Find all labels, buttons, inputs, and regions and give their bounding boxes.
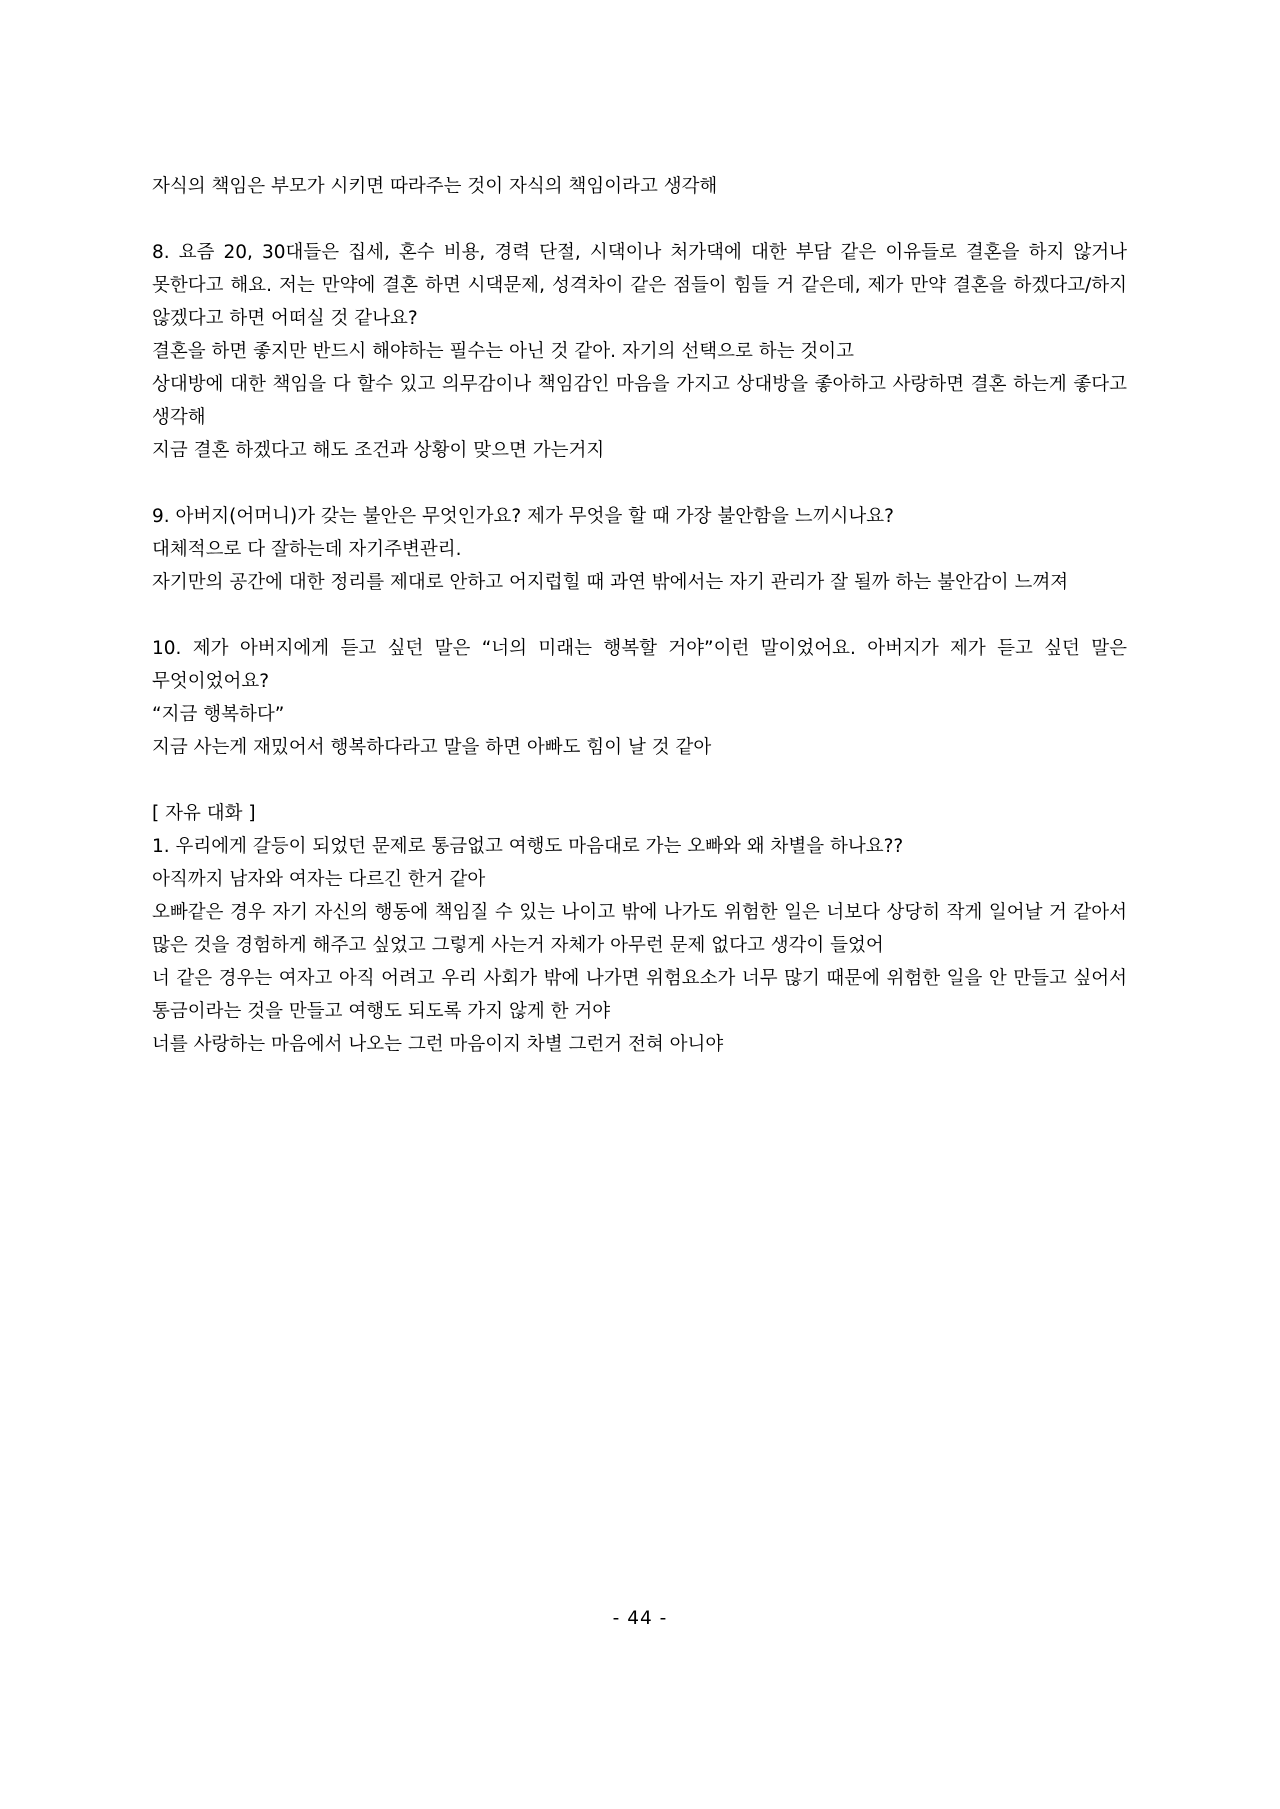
paragraph-free-answer-3: 너 같은 경우는 여자고 아직 어려고 우리 사회가 밖에 나가면 위험요소가 너무 많기 때문에 위험한 일을 안 만들고 싶어서 통금이라는 것을 만들고 여행도 되도록 가지 않게 한 거야 [152, 968, 1127, 1022]
paragraph-q8-answer-1: 결혼을 하면 좋지만 반드시 해야하는 필수는 아닌 것 같아. 자기의 선택으로 하는 것이고 [152, 341, 854, 362]
paragraph-q10-answer-2: 지금 사는게 재밌어서 행복하다라고 말을 하면 아빠도 힘이 날 것 같아 [152, 737, 712, 758]
paragraph-q9-answer-2: 자기만의 공간에 대한 정리를 제대로 안하고 어지럽힐 때 과연 밖에서는 자기 관리가 잘 될까 하는 불안감이 느껴져 [152, 572, 1069, 593]
paragraph-q10-question: 10. 제가 아버지에게 듣고 싶던 말은 “너의 미래는 행복할 거야”이런 말이었어요. 아버지가 제가 듣고 싶던 말은 무엇이었어요? [152, 638, 1127, 692]
paragraph-free-answer-4: 너를 사랑하는 마음에서 나오는 그런 마음이지 차별 그런거 전혀 아니야 [152, 1034, 724, 1055]
page-content [152, 170, 1127, 1061]
heading-free-talk: [ 자유 대화 ] [152, 803, 256, 824]
paragraph-q9-answer-1: 대체적으로 다 잘하는데 자기주변관리. [152, 539, 462, 560]
paragraph-q10-answer-1: “지금 행복하다” [152, 704, 285, 725]
spacer [152, 203, 1127, 236]
paragraph-free-answer-2: 오빠같은 경우 자기 자신의 행동에 책임질 수 있는 나이고 밖에 나가도 위험한 일은 너보다 상당히 작게 일어날 거 같아서 많은 것을 경험하게 해주고 싶었고 그렇게 사는거 자체가 아무런 문제 없다고 생각이 들었어 [152, 902, 1127, 956]
spacer [152, 467, 1127, 500]
paragraph-q8-question: 8. 요즘 20, 30대들은 집세, 혼수 비용, 경력 단절, 시댁이나 처가댁에 대한 부담 같은 이유들로 결혼을 하지 않거나 못한다고 해요. 저는 만약에 결혼 하면 시댁문제, 성격차이 같은 점들이 힘들 거 같은데, 제가 만약 결혼을 하겠다고/하지 않겠다고 하면 어떠실 것 같나요? [152, 242, 1127, 329]
paragraph-q8-answer-2: 상대방에 대한 책임을 다 할수 있고 의무감이나 책임감인 마음을 가지고 상대방을 좋아하고 사랑하면 결혼 하는게 좋다고 생각해 [152, 374, 1127, 428]
spacer [152, 764, 1127, 797]
paragraph-q8-answer-3: 지금 결혼 하겠다고 해도 조건과 상황이 맞으면 가는거지 [152, 440, 605, 461]
paragraph-free-question-1: 1. 우리에게 갈등이 되었던 문제로 통금없고 여행도 마음대로 가는 오빠와 왜 차별을 하나요?? [152, 836, 904, 857]
spacer [152, 599, 1127, 632]
paragraph-free-answer-1: 아직까지 남자와 여자는 다르긴 한거 같아 [152, 869, 486, 890]
page-number: - 44 - [612, 1608, 668, 1629]
paragraph-q9-question: 9. 아버지(어머니)가 갖는 불안은 무엇인가요? 제가 무엇을 할 때 가장 불안함을 느끼시나요? [152, 506, 894, 527]
paragraph-responsibility: 자식의 책임은 부모가 시키면 따라주는 것이 자식의 책임이라고 생각해 [152, 176, 718, 197]
